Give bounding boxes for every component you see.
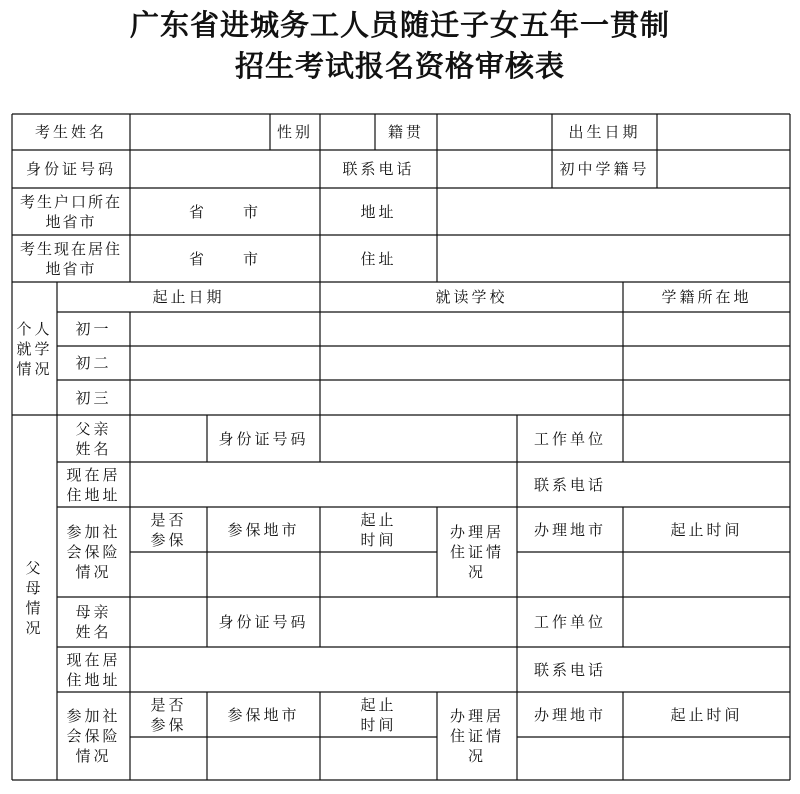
father-id-field[interactable] — [320, 415, 517, 462]
origin-field[interactable] — [437, 114, 552, 150]
phone-field[interactable] — [437, 150, 552, 188]
study-school-header: 就读学校 — [435, 288, 508, 306]
mother-ins-city-label: 参保地市 — [227, 705, 300, 724]
huji-address-label: 地址 — [360, 202, 397, 221]
huji-address-field[interactable] — [437, 188, 790, 235]
father-id-label: 身份证号码 — [218, 429, 309, 448]
school-reg-label: 初中学籍号 — [559, 160, 650, 178]
father-permit-period-label: 起止时间 — [670, 520, 743, 539]
father-permit-city-label: 办理地市 — [533, 520, 606, 539]
mother-permit-city-label: 办理地市 — [533, 705, 606, 724]
father-permit-label: 办理居 住证情 况 — [449, 523, 504, 581]
father-ins-city-label: 参保地市 — [227, 520, 300, 539]
study-reg-place-header: 学籍所在地 — [661, 288, 752, 306]
mother-id-label: 身份证号码 — [218, 613, 309, 631]
father-phone-label: 联系电话 — [533, 475, 606, 494]
gender-field[interactable] — [320, 114, 375, 150]
mother-work-field[interactable] — [623, 597, 790, 647]
grade-1-label: 初一 — [75, 320, 112, 338]
mother-name-label: 母亲 姓名 — [75, 603, 112, 641]
father-address-label: 现在居 住地址 — [66, 465, 121, 504]
mother-phone-field[interactable] — [623, 647, 790, 692]
gender-label: 性别 — [276, 123, 313, 141]
mother-permit-period-label: 起止时间 — [670, 705, 743, 724]
father-insurance-label: 参加社 会保险 情况 — [66, 523, 121, 581]
form-title-line-1: 广东省进城务工人员随迁子女五年一贯制 — [129, 8, 670, 42]
name-label: 考生姓名 — [34, 123, 107, 141]
mother-address-label: 现在居 住地址 — [66, 650, 121, 689]
mother-address-field[interactable] — [130, 647, 517, 692]
birth-label: 出生日期 — [568, 123, 641, 141]
name-field[interactable] — [130, 114, 270, 150]
mother-name-field[interactable] — [130, 597, 207, 647]
father-name-field[interactable] — [130, 415, 207, 462]
mother-permit-label: 办理居 住证情 况 — [449, 707, 504, 765]
phone-label: 联系电话 — [342, 160, 415, 178]
huji-label: 考生户口所在 地省市 — [19, 192, 122, 231]
mother-insured-label: 是否 参保 — [150, 695, 187, 734]
residence-label: 考生现在居住 地省市 — [19, 239, 122, 278]
father-phone-field[interactable] — [623, 462, 790, 507]
father-ins-period-label: 起止 时间 — [360, 510, 397, 549]
father-work-label: 工作单位 — [533, 429, 606, 448]
form-title-line-2: 招生考试报名资格审核表 — [234, 49, 565, 83]
birth-field[interactable] — [657, 114, 790, 150]
huji-province-city[interactable]: 省 市 — [188, 202, 261, 221]
mother-phone-label: 联系电话 — [533, 660, 606, 679]
mother-insurance-label: 参加社 会保险 情况 — [66, 707, 121, 765]
grade-2-label: 初二 — [75, 354, 112, 372]
grade-3-label: 初三 — [75, 388, 112, 407]
study-period-header: 起止日期 — [152, 288, 225, 306]
father-work-field[interactable] — [623, 415, 790, 462]
school-reg-field[interactable] — [657, 150, 790, 188]
id-label: 身份证号码 — [25, 160, 116, 178]
parents-section-label: 父 母 情 况 — [25, 558, 44, 637]
residence-address-label: 住址 — [360, 249, 397, 268]
residence-address-field[interactable] — [437, 235, 790, 282]
father-insured-label: 是否 参保 — [150, 510, 187, 549]
father-address-field[interactable] — [130, 462, 517, 507]
mother-id-field[interactable] — [320, 597, 517, 647]
father-name-label: 父亲 姓名 — [75, 419, 112, 458]
study-section-label: 个人 就学 情况 — [16, 319, 53, 378]
origin-label: 籍贯 — [387, 123, 424, 141]
residence-province-city[interactable]: 省 市 — [188, 249, 261, 268]
mother-work-label: 工作单位 — [533, 613, 606, 631]
mother-ins-period-label: 起止 时间 — [360, 695, 397, 734]
id-field[interactable] — [130, 150, 320, 188]
